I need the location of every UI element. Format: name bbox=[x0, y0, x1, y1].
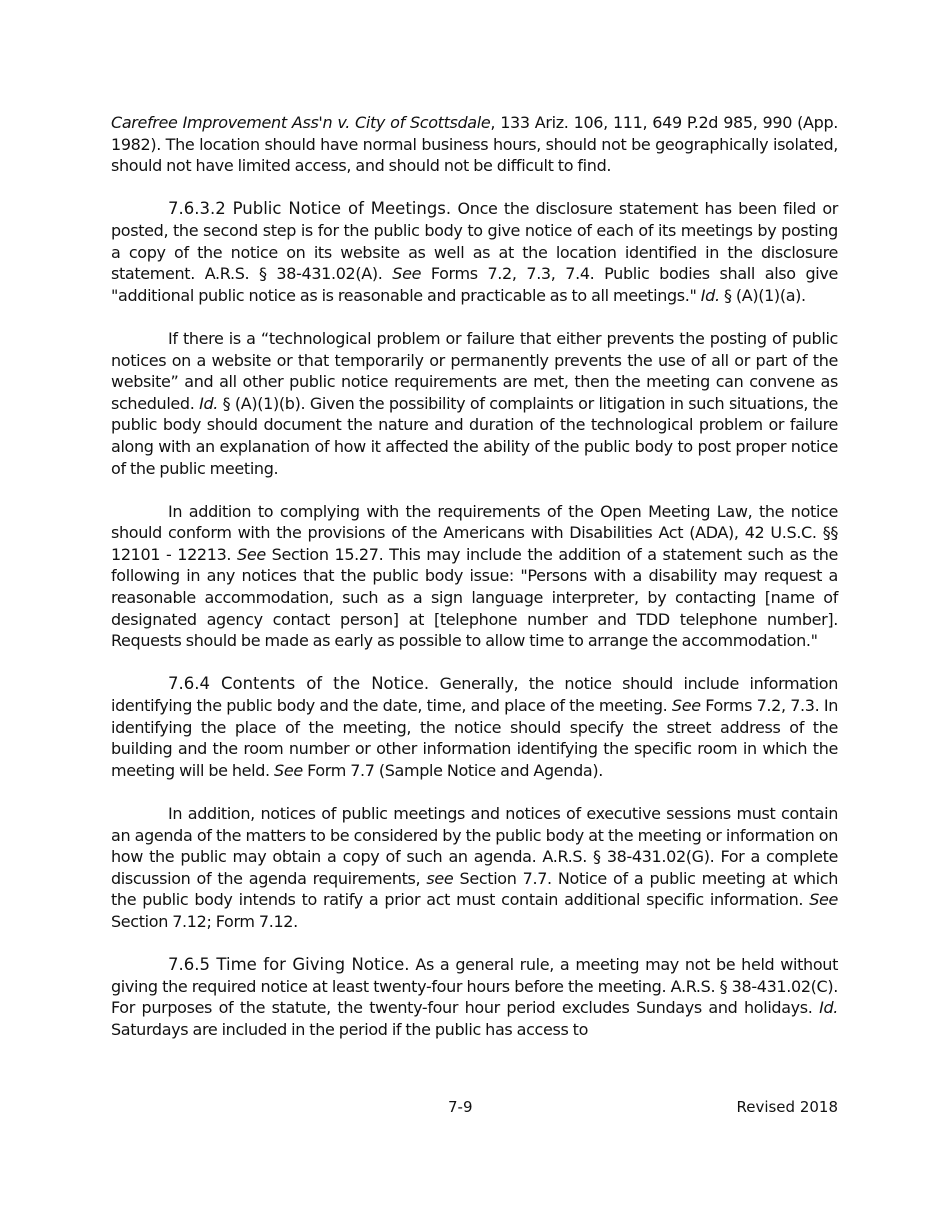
page-number: 7-9 bbox=[448, 1098, 473, 1116]
case-citation: Carefree Improvement Ass'n v. City of Scottsdale bbox=[111, 113, 491, 132]
paragraph-carefree: Carefree Improvement Ass'n v. City of Scottsdale, 133 Ariz. 106, 111, 649 P.2d 985, 990 (App. 1982). The location should have normal business hours, should not be geographically isolated, should not have limited access, and should not be difficult to find. bbox=[111, 113, 838, 176]
paragraph-time-for-notice: 7.6.5 Time for Giving Notice. As a general rule, a meeting may not be held without giving the required notice at least twenty-four hours before the meeting. A.R.S. § 38-431.02(C). For purposes of the statute, the twenty-four hour period excludes Sundays and holidays. Id. Saturdays are included in the period if the public has access to bbox=[111, 955, 839, 1039]
paragraph-contents-of-notice: 7.6.4 Contents of the Notice. Generally, the notice should include information identifying the public body and the date, time, and place of the meeting. See Forms 7.2, 7.3. In identifying the place of the meeting, the notice should specify the street address of the building and the room number or other information identifying the specific room in which the meeting will be held. See Form 7.7 (Sample Notice and Agenda). bbox=[111, 674, 839, 780]
paragraph-technological-problem: If there is a “technological problem or failure that either prevents the posting of public notices on a website or that temporarily or permanently prevents the use of all or part of the website” and all other public notice requirements are met, then the meeting can convene as scheduled. Id. § (A)(1)(b). Given the possibility of complaints or litigation in such situations, the public body should document the nature and duration of the technological problem or failure along with an explanation of how it affected the ability of the public body to post proper notice of the public meeting. bbox=[111, 328, 838, 478]
paragraph-public-notice: 7.6.3.2 Public Notice of Meetings. Once the disclosure statement has been filed or posted, the second step is for the public body to give notice of each of its meetings by posting a copy of the notice on its website as well as at the location identified in the disclosure statement. A.R.S. § 38-431.02(A). See Forms 7.2, 7.3, 7.4. Public bodies shall also give "additional public notice as is reasonable and practicable as to all meetings." Id. § (A)(1)(a). bbox=[111, 199, 838, 305]
section-heading-7-6-4: 7.6.4 Contents of the Notice. bbox=[168, 674, 430, 694]
page-footer bbox=[111, 1098, 838, 1120]
body-text bbox=[111, 112, 838, 1062]
section-heading-7-6-3-2: 7.6.3.2 Public Notice of Meetings. bbox=[168, 199, 452, 219]
section-heading-7-6-5: 7.6.5 Time for Giving Notice. bbox=[168, 955, 410, 975]
paragraph-ada: In addition to complying with the requirements of the Open Meeting Law, the notice should conform with the provisions of the Americans with Disabilities Act (ADA), 42 U.S.C. §§ 12101 - 12213. See Section 15.27. This may include the addition of a statement such as the following in any notices that the public body issue: "Persons with a disability may request a reasonable accommodation, such as a sign language interpreter, by contacting [name of designated agency contact person] at [telephone number and TDD telephone number]. Requests should be made as early as possible to allow time to arrange the accommodation." bbox=[111, 501, 838, 651]
paragraph-agenda: In addition, notices of public meetings and notices of executive sessions must contain an agenda of the matters to be considered by the public body at the meeting or information on how the public may obtain a copy of such an agenda. A.R.S. § 38-431.02(G). For a complete discussion of the agenda requirements, see Section 7.7. Notice of a public meeting at which the public body intends to ratify a prior act must contain additional specific information. See Section 7.12; Form 7.12. bbox=[111, 804, 838, 931]
revision-date: Revised 2018 bbox=[736, 1098, 838, 1116]
